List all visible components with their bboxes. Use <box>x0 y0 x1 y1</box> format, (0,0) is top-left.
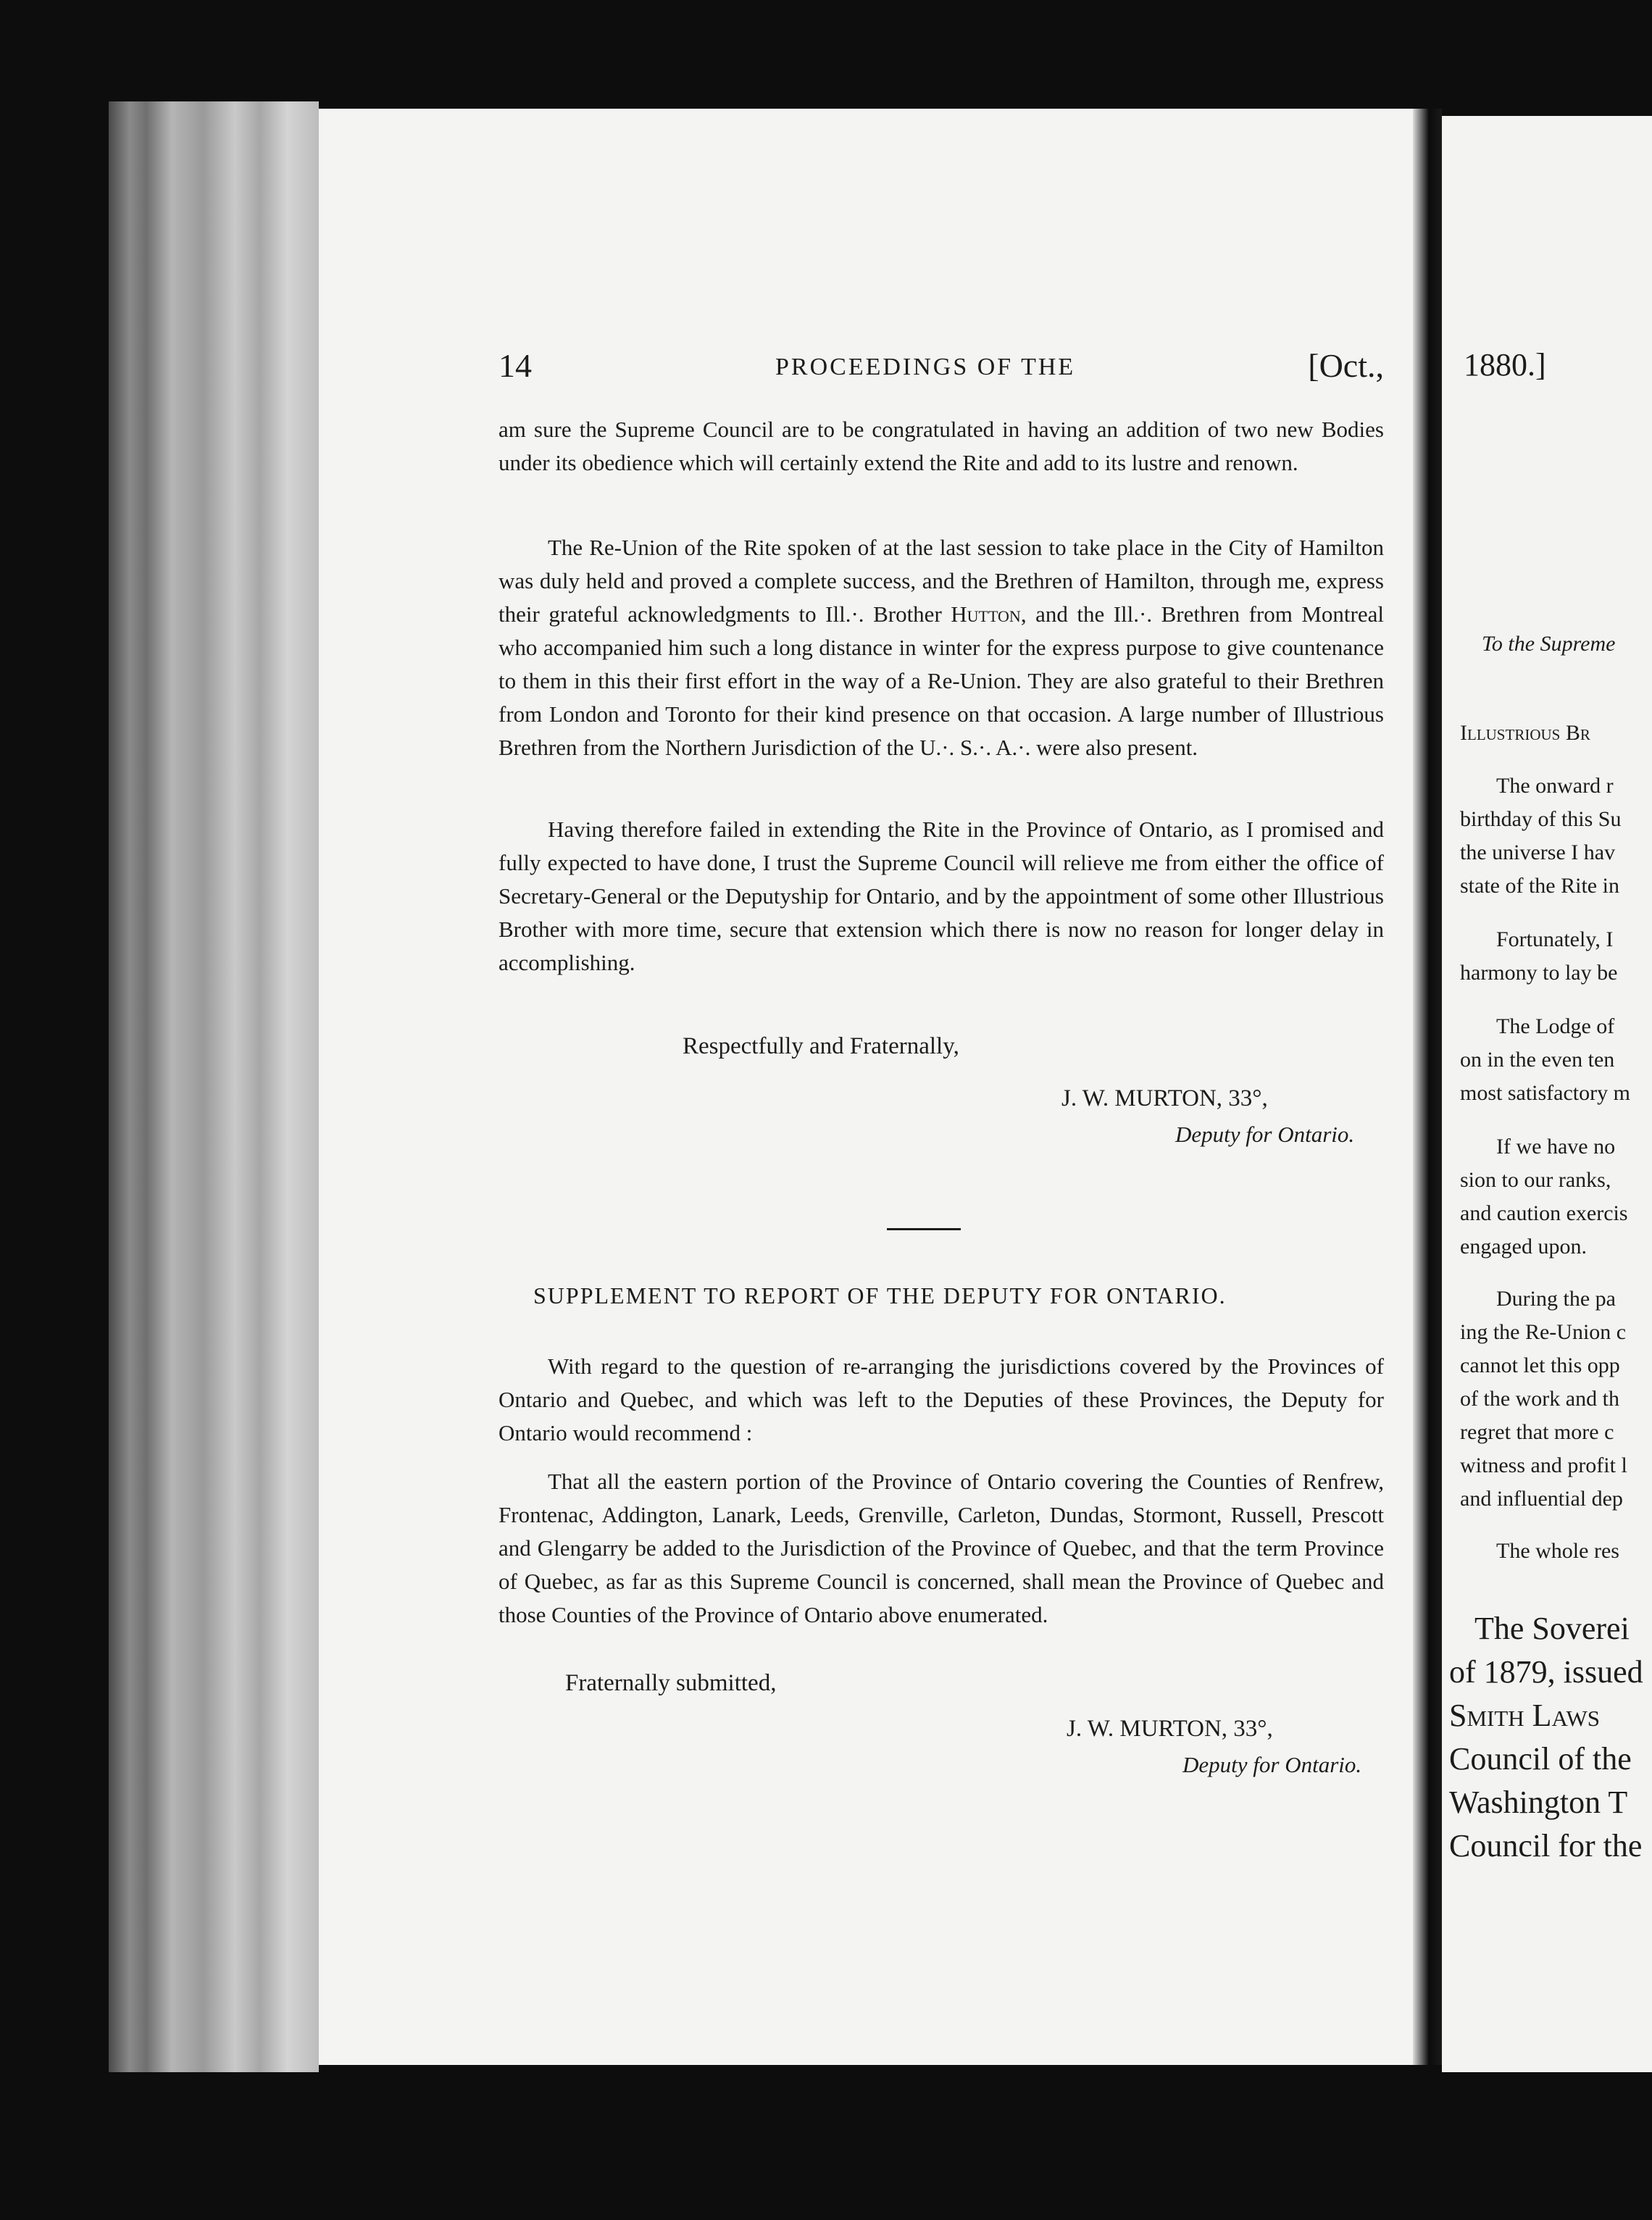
right-line: The Lodge of <box>1496 1014 1615 1038</box>
right-line: most satisfactory m <box>1460 1081 1630 1105</box>
right-line: of the work and th <box>1460 1387 1619 1411</box>
right-line: Fortunately, I <box>1496 927 1614 951</box>
closing-submitted: Fraternally submitted, <box>565 1670 777 1696</box>
page-number: 14 <box>498 347 532 384</box>
right-line: The whole res <box>1496 1539 1619 1563</box>
right-address: Illustrious Br <box>1460 721 1590 745</box>
book-gutter <box>1413 109 1442 2065</box>
paragraph-reunion-start: The Re-Union of the Rite spoken of at the last session to take place in the City of Hamilton was duly held and proved a complete success, and the Brethren of Hamilton, through me, express their grateful acknowledgments to Ill.·. Brother <box>498 535 1384 627</box>
paragraph-continuation: am sure the Supreme Council are to be congratulated in having an addition of two new Bodies under its obedience which will certainly extend the Rite and add to its lustre and renown. <box>498 417 1384 475</box>
paragraph-request: Having therefore failed in extending the Rite in the Province of Ontario, as I promised and fully expected to have done, I trust the Supreme Council will relieve me from either the office of Secretary-General or the Deputyship for Ontario, and by the appointment of some other Illustrious Brother with more time, secure that extension which there is now no reason for longer delay in accomplishing. <box>498 817 1384 975</box>
right-large-line: The Soverei <box>1474 1611 1630 1646</box>
right-line: ing the Re-Union c <box>1460 1320 1627 1344</box>
signature-name-2: J. W. MURTON, 33°, <box>1067 1716 1273 1742</box>
right-large-line: of 1879, issued <box>1449 1654 1643 1690</box>
right-large-line: Smith Laws <box>1449 1698 1600 1733</box>
right-line: regret that more c <box>1460 1420 1614 1444</box>
right-line: and influential dep <box>1460 1487 1623 1511</box>
signature-title-2: Deputy for Ontario. <box>1182 1752 1362 1777</box>
paragraph-reunion <box>498 531 1384 764</box>
right-line: birthday of this Su <box>1460 807 1622 831</box>
right-line: engaged upon. <box>1460 1235 1587 1259</box>
right-large-line: Council of the <box>1449 1741 1632 1777</box>
supplement-heading: SUPPLEMENT TO REPORT OF THE DEPUTY FOR ONTARIO. <box>533 1282 1227 1309</box>
signature-title: Deputy for Ontario. <box>1175 1122 1355 1147</box>
running-date: [Oct., <box>1308 347 1384 384</box>
brother-name: Hutton <box>951 601 1021 627</box>
right-line: and caution exercis <box>1460 1201 1628 1225</box>
right-running-date: 1880.] <box>1464 347 1546 383</box>
right-large-line: Council for the <box>1449 1828 1643 1864</box>
right-line: During the pa <box>1496 1287 1616 1311</box>
right-line: If we have no <box>1496 1135 1616 1159</box>
right-line: The onward r <box>1496 774 1614 798</box>
right-line: the universe I hav <box>1460 840 1616 864</box>
running-header <box>498 346 1384 390</box>
section-divider <box>887 1228 961 1230</box>
right-line: harmony to lay be <box>1460 961 1618 985</box>
right-line: state of the Rite in <box>1460 874 1619 898</box>
book-page-edges <box>109 101 319 2072</box>
paragraph-reunion-end: , and the Ill.·. Brethren from Montreal who accompanied him such a long distance in winter for the express purpose to give countenance to them in this their first effort in the way of a Re-Union. They are also grateful to their Brethren from London and Toronto for their kind presence on that occasion. A large number of Illustrious Brethren from the Northern Jurisdiction of the U.·. S.·. A.·. were also present. <box>498 601 1384 760</box>
running-title: PROCEEDINGS OF THE <box>775 354 1076 380</box>
supplement-paragraph-2: That all the eastern portion of the Province of Ontario covering the Counties of Renfrew, Frontenac, Addington, Lanark, Leeds, Grenville, Carleton, Dundas, Stormont, Russell, Prescott and Glengarry be added to the Jurisdiction of the Province of Quebec, and that the term Province of Quebec, as far as this Supreme Council is concerned, shall mean the Province of Quebec and those Counties of the Province of Ontario above enumerated. <box>498 1469 1384 1627</box>
supplement-paragraph-1: With regard to the question of re-arranging the jurisdictions covered by the Provinces of Ontario and Quebec, and which was left to the Deputies of these Provinces, the Deputy for Ontario would recommend : <box>498 1353 1384 1445</box>
right-salutation: To the Supreme <box>1482 632 1616 656</box>
right-line: sion to our ranks, <box>1460 1168 1611 1192</box>
signature-name: J. W. MURTON, 33°, <box>1061 1085 1268 1111</box>
right-line: cannot let this opp <box>1460 1353 1620 1377</box>
right-line: on in the even ten <box>1460 1048 1615 1072</box>
right-line: witness and profit l <box>1460 1453 1627 1477</box>
closing-respectfully: Respectfully and Fraternally, <box>683 1033 959 1059</box>
right-large-line: Washington T <box>1449 1785 1628 1820</box>
